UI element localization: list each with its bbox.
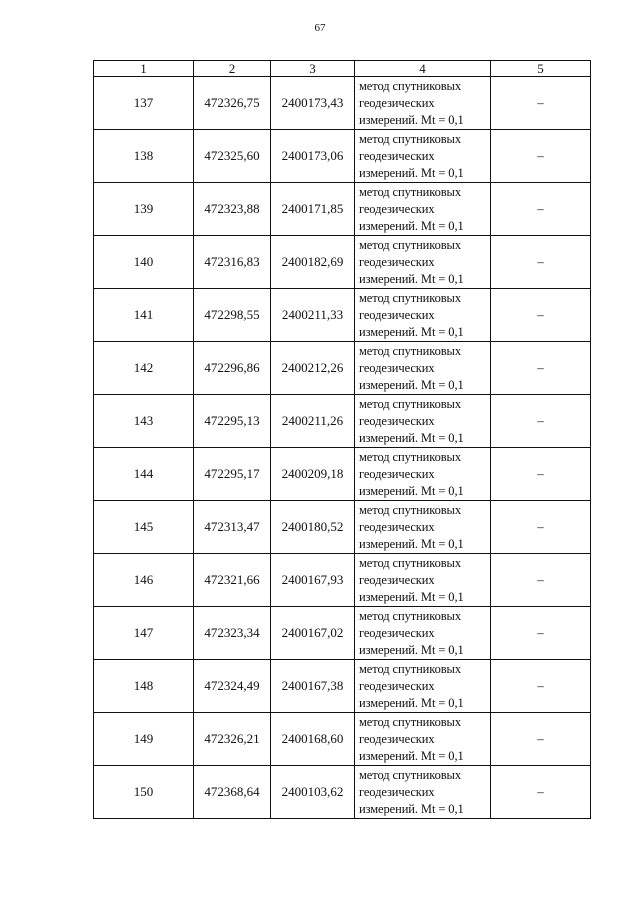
method-line: измерений. Mt = 0,1 [359, 112, 464, 127]
note-cell: – [491, 183, 591, 236]
header-col-5: 5 [491, 61, 591, 77]
x-coordinate-cell: 472295,13 [194, 395, 271, 448]
method-line: измерений. Mt = 0,1 [359, 218, 464, 233]
method-cell [355, 77, 491, 130]
method-line: геодезических [359, 784, 435, 799]
method-cell [355, 130, 491, 183]
x-coordinate-cell: 472325,60 [194, 130, 271, 183]
y-coordinate-cell: 2400167,93 [271, 554, 355, 607]
point-number-cell: 140 [94, 236, 194, 289]
coordinates-table [93, 60, 591, 819]
method-line: метод спутниковых [359, 237, 461, 252]
method-line: измерений. Mt = 0,1 [359, 536, 464, 551]
y-coordinate-cell: 2400180,52 [271, 501, 355, 554]
table-row [94, 395, 591, 448]
note-cell: – [491, 236, 591, 289]
method-line: измерений. Mt = 0,1 [359, 642, 464, 657]
method-line: метод спутниковых [359, 343, 461, 358]
x-coordinate-cell: 472295,17 [194, 448, 271, 501]
point-number-cell: 143 [94, 395, 194, 448]
note-cell: – [491, 766, 591, 819]
point-number-cell: 146 [94, 554, 194, 607]
method-line: измерений. Mt = 0,1 [359, 165, 464, 180]
note-cell: – [491, 448, 591, 501]
note-cell: – [491, 607, 591, 660]
header-row [94, 61, 591, 77]
x-coordinate-cell: 472323,88 [194, 183, 271, 236]
table-row [94, 183, 591, 236]
method-line: геодезических [359, 148, 435, 163]
table-body [94, 77, 591, 819]
method-line: измерений. Mt = 0,1 [359, 801, 464, 816]
method-line: метод спутниковых [359, 449, 461, 464]
method-line: геодезических [359, 466, 435, 481]
point-number-cell: 142 [94, 342, 194, 395]
x-coordinate-cell: 472321,66 [194, 554, 271, 607]
point-number-cell: 137 [94, 77, 194, 130]
table-row [94, 130, 591, 183]
table-row [94, 448, 591, 501]
method-line: метод спутниковых [359, 78, 461, 93]
table-header [94, 61, 591, 77]
method-line: измерений. Mt = 0,1 [359, 430, 464, 445]
point-number-cell: 148 [94, 660, 194, 713]
method-line: измерений. Mt = 0,1 [359, 271, 464, 286]
y-coordinate-cell: 2400167,38 [271, 660, 355, 713]
y-coordinate-cell: 2400171,85 [271, 183, 355, 236]
table-row [94, 342, 591, 395]
x-coordinate-cell: 472326,21 [194, 713, 271, 766]
method-line: геодезических [359, 201, 435, 216]
y-coordinate-cell: 2400212,26 [271, 342, 355, 395]
note-cell: – [491, 130, 591, 183]
note-cell: – [491, 554, 591, 607]
table-row [94, 607, 591, 660]
y-coordinate-cell: 2400173,06 [271, 130, 355, 183]
method-cell [355, 766, 491, 819]
x-coordinate-cell: 472323,34 [194, 607, 271, 660]
method-cell [355, 554, 491, 607]
y-coordinate-cell: 2400167,02 [271, 607, 355, 660]
note-cell: – [491, 342, 591, 395]
method-line: измерений. Mt = 0,1 [359, 748, 464, 763]
method-line: метод спутниковых [359, 131, 461, 146]
y-coordinate-cell: 2400211,26 [271, 395, 355, 448]
header-col-4: 4 [355, 61, 491, 77]
point-number-cell: 147 [94, 607, 194, 660]
method-line: геодезических [359, 572, 435, 587]
y-coordinate-cell: 2400211,33 [271, 289, 355, 342]
method-cell [355, 660, 491, 713]
table-row [94, 660, 591, 713]
method-line: измерений. Mt = 0,1 [359, 377, 464, 392]
point-number-cell: 145 [94, 501, 194, 554]
point-number-cell: 139 [94, 183, 194, 236]
point-number-cell: 149 [94, 713, 194, 766]
method-line: геодезических [359, 678, 435, 693]
method-line: геодезических [359, 625, 435, 640]
y-coordinate-cell: 2400168,60 [271, 713, 355, 766]
x-coordinate-cell: 472368,64 [194, 766, 271, 819]
note-cell: – [491, 660, 591, 713]
method-line: измерений. Mt = 0,1 [359, 695, 464, 710]
table-row [94, 713, 591, 766]
method-line: измерений. Mt = 0,1 [359, 483, 464, 498]
method-line: метод спутниковых [359, 714, 461, 729]
x-coordinate-cell: 472313,47 [194, 501, 271, 554]
method-line: геодезических [359, 519, 435, 534]
method-line: метод спутниковых [359, 502, 461, 517]
method-cell [355, 448, 491, 501]
point-number-cell: 141 [94, 289, 194, 342]
header-col-3: 3 [271, 61, 355, 77]
method-cell [355, 289, 491, 342]
table-row [94, 289, 591, 342]
header-col-1: 1 [94, 61, 194, 77]
method-line: геодезических [359, 95, 435, 110]
note-cell: – [491, 289, 591, 342]
method-line: геодезических [359, 307, 435, 322]
table-row [94, 77, 591, 130]
method-line: метод спутниковых [359, 767, 461, 782]
x-coordinate-cell: 472296,86 [194, 342, 271, 395]
table-row [94, 766, 591, 819]
method-cell [355, 713, 491, 766]
method-cell [355, 607, 491, 660]
method-cell [355, 183, 491, 236]
method-line: геодезических [359, 731, 435, 746]
method-line: метод спутниковых [359, 661, 461, 676]
point-number-cell: 138 [94, 130, 194, 183]
x-coordinate-cell: 472326,75 [194, 77, 271, 130]
x-coordinate-cell: 472298,55 [194, 289, 271, 342]
point-number-cell: 144 [94, 448, 194, 501]
method-line: измерений. Mt = 0,1 [359, 324, 464, 339]
method-line: метод спутниковых [359, 396, 461, 411]
method-line: геодезических [359, 413, 435, 428]
x-coordinate-cell: 472316,83 [194, 236, 271, 289]
method-line: метод спутниковых [359, 555, 461, 570]
table-row [94, 501, 591, 554]
method-line: метод спутниковых [359, 290, 461, 305]
note-cell: – [491, 395, 591, 448]
y-coordinate-cell: 2400209,18 [271, 448, 355, 501]
y-coordinate-cell: 2400103,62 [271, 766, 355, 819]
table-row [94, 554, 591, 607]
method-line: измерений. Mt = 0,1 [359, 589, 464, 604]
point-number-cell: 150 [94, 766, 194, 819]
table-row [94, 236, 591, 289]
x-coordinate-cell: 472324,49 [194, 660, 271, 713]
page-number: 67 [314, 22, 326, 34]
note-cell: – [491, 713, 591, 766]
header-col-2: 2 [194, 61, 271, 77]
note-cell: – [491, 501, 591, 554]
method-cell [355, 395, 491, 448]
y-coordinate-cell: 2400182,69 [271, 236, 355, 289]
method-line: метод спутниковых [359, 608, 461, 623]
method-line: метод спутниковых [359, 184, 461, 199]
method-line: геодезических [359, 360, 435, 375]
method-cell [355, 236, 491, 289]
y-coordinate-cell: 2400173,43 [271, 77, 355, 130]
note-cell: – [491, 77, 591, 130]
method-line: геодезических [359, 254, 435, 269]
method-cell [355, 501, 491, 554]
method-cell [355, 342, 491, 395]
